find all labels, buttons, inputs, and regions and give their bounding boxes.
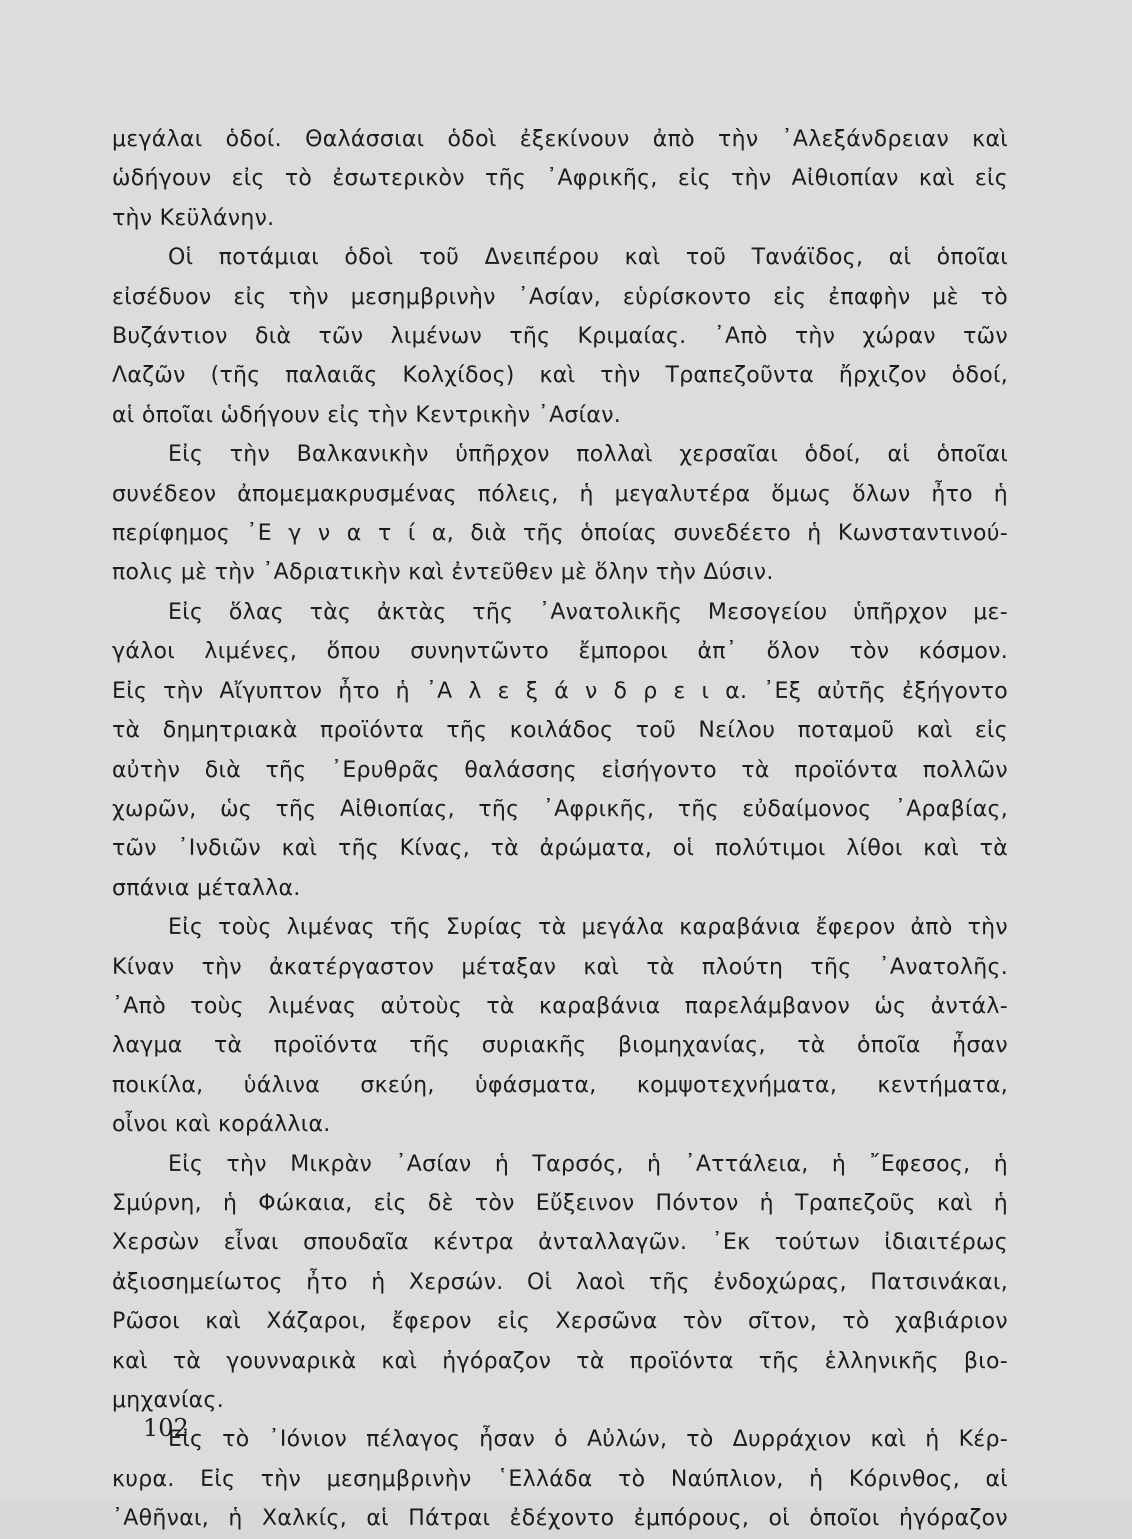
text-line: αὐτὴν διὰ τῆς ᾿Ερυθρᾶς θαλάσσης εἰσήγοντο τὰ προϊόντα πολλῶν: [112, 757, 1008, 783]
text-line: πολις μὲ τὴν ᾿Αδριατικὴν καὶ ἐντεῦθεν μὲ ὅλην τὴν Δύσιν.: [112, 560, 774, 586]
paragraph: [112, 1420, 1008, 1538]
text-line: οἶνοι καὶ κοράλλια.: [112, 1112, 331, 1138]
text-line: τῶν ᾿Ινδιῶν καὶ τῆς Κίνας, τὰ ἀρώματα, οἱ πολύτιμοι λίθοι καὶ τὰ: [112, 836, 1008, 862]
text-line: αἱ ὁποῖαι ὡδήγουν εἰς τὴν Κεντρικὴν ᾿Ασίαν.: [112, 402, 622, 428]
paragraph: [112, 435, 1008, 593]
text-line: Εἰς τὴν Βαλκανικὴν ὑπῆρχον πολλαὶ χερσαῖαι ὁδοί, αἱ ὁποῖαι: [168, 442, 1008, 468]
text-line: Εἰς τὴν Μικρὰν ᾿Ασίαν ἡ Ταρσός, ἡ ᾿Αττάλεια, ἡ ῎Εφεσος, ἡ: [168, 1151, 1008, 1177]
text-line: ποικίλα, ὑάλινα σκεύη, ὑφάσματα, κομψοτεχνήματα, κεντήματα,: [112, 1072, 1008, 1098]
text-line: κυρα. Εἰς τὴν μεσημβρινὴν ῾Ελλάδα τὸ Ναύπλιον, ἡ Κόρινθος, αἱ: [112, 1466, 1008, 1492]
text-line: Ρῶσοι καὶ Χάζαροι, ἔφερον εἰς Χερσῶνα τὸν σῖτον, τὸ χαβιάριον: [112, 1309, 1008, 1335]
text-line: ὡδήγουν εἰς τὸ ἐσωτερικὸν τῆς ᾿Αφρικῆς, εἰς τὴν Αἰθιοπίαν καὶ εἰς: [112, 166, 1008, 192]
text-line: τὰ δημητριακὰ προϊόντα τῆς κοιλάδος τοῦ Νείλου ποταμοῦ καὶ εἰς: [112, 718, 1008, 744]
text-line: μηχανίας.: [112, 1388, 224, 1413]
text-line: ἀξιοσημείωτος ἦτο ἡ Χερσών. Οἱ λαοὶ τῆς ἐνδοχώρας, Πατσινάκαι,: [112, 1269, 1008, 1295]
paragraph: [112, 908, 1008, 1144]
text-line: χωρῶν, ὡς τῆς Αἰθιοπίας, τῆς ᾿Αφρικῆς, τῆς εὐδαίμονος ᾿Αραβίας,: [112, 796, 1008, 822]
text-line: Οἱ ποτάμιαι ὁδοὶ τοῦ Δνειπέρου καὶ τοῦ Τανάϊδος, αἱ ὁποῖαι: [168, 245, 1008, 271]
text-line: ᾿Απὸ τοὺς λιμένας αὐτοὺς τὰ καραβάνια παρελάμβανον ὡς ἀντάλ-: [112, 993, 1008, 1019]
text-line: μεγάλαι ὁδοί. Θαλάσσιαι ὁδοὶ ἐξεκίνουν ἀπὸ τὴν ᾿Αλεξάνδρειαν καὶ: [112, 127, 1008, 152]
text-line: Βυζάντιον διὰ τῶν λιμένων τῆς Κριμαίας. ᾿Απὸ τὴν χώραν τῶν: [112, 324, 1008, 350]
text-line: Σμύρνη, ἡ Φώκαια, εἰς δὲ τὸν Εὔξεινον Πόντον ἡ Τραπεζοῦς καὶ ἡ: [112, 1190, 1008, 1216]
text-line: λαγμα τὰ προϊόντα τῆς συριακῆς βιομηχανίας, τὰ ὁποῖα ἦσαν: [112, 1033, 1008, 1059]
text-line: εἰσέδυον εἰς τὴν μεσημβρινὴν ᾿Ασίαν, εὑρίσκοντο εἰς ἐπαφὴν μὲ τὸ: [112, 284, 1008, 310]
text-line: Κίναν τὴν ἀκατέργαστον μέταξαν καὶ τὰ πλούτη τῆς ᾿Ανατολῆς.: [112, 954, 1008, 980]
text-line: συνέδεον ἀπομεμακρυσμένας πόλεις, ἡ μεγαλυτέρα ὅμως ὅλων ἦτο ἡ: [112, 481, 1008, 507]
text-line: καὶ τὰ γουνναρικὰ καὶ ἠγόραζον τὰ προϊόντα τῆς ἑλληνικῆς βιο-: [112, 1348, 1008, 1374]
text-line: γάλοι λιμένες, ὅπου συνηντῶντο ἔμποροι ἀπ᾿ ὅλον τὸν κόσμον.: [112, 639, 1008, 665]
text-line: Εἰς τοὺς λιμένας τῆς Συρίας τὰ μεγάλα καραβάνια ἔφερον ἀπὸ τὴν: [168, 915, 1008, 941]
paragraph: [112, 120, 1008, 238]
text-line: Εἰς ὅλας τὰς ἀκτὰς τῆς ᾿Ανατολικῆς Μεσογείου ὑπῆρχον με-: [168, 599, 1008, 625]
paragraph: [112, 238, 1008, 435]
paragraph: [112, 593, 1008, 908]
text-line: περίφημος ᾿Ε γ ν α τ ί α, διὰ τῆς ὁποίας συνεδέετο ἡ Κωνσταντινού-: [112, 521, 1008, 547]
text-line: τὴν Κεϋλάνην.: [112, 205, 275, 231]
text-line: Εἰς τὴν Αἴγυπτον ἦτο ἡ ᾿Α λ ε ξ ά ν δ ρ ε ι α. ᾿Εξ αὐτῆς ἐξήγοντο: [112, 678, 1008, 704]
paragraph: [112, 1145, 1008, 1421]
text-line: Λαζῶν (τῆς παλαιᾶς Κολχίδος) καὶ τὴν Τραπεζοῦντα ἤρχιζον ὁδοί,: [112, 363, 1008, 389]
text-line: Εἰς τὸ ᾿Ιόνιον πέλαγος ἦσαν ὁ Αὐλών, τὸ Δυρράχιον καὶ ἡ Κέρ-: [168, 1427, 1008, 1453]
text-line: σπάνια μέταλλα.: [112, 875, 301, 901]
page-number: 102: [143, 1414, 189, 1442]
text-line: ᾿Αθῆναι, ἡ Χαλκίς, αἱ Πάτραι ἐδέχοντο ἐμπόρους, οἱ ὁποῖοι ἠγόραζον: [112, 1506, 1008, 1532]
text-line: Χερσὼν εἶναι σπουδαῖα κέντρα ἀνταλλαγῶν. ᾿Εκ τούτων ἰδιαιτέρως: [112, 1230, 1008, 1256]
body-text: [112, 120, 1008, 1539]
